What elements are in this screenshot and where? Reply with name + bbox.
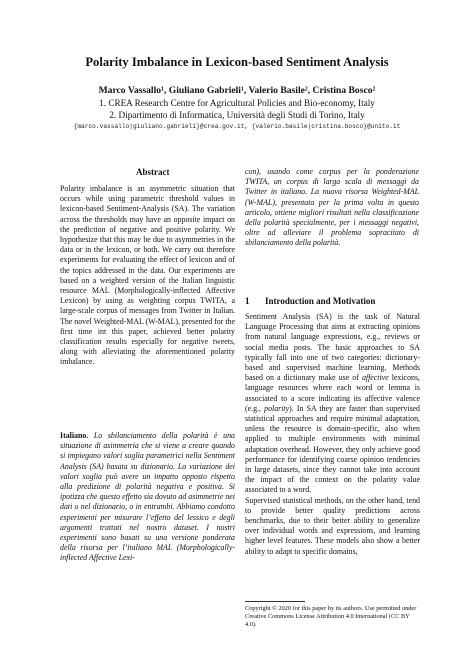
intro-paragraph-1 [245,312,420,496]
copyright-icon: © [272,605,277,612]
intro-p1-part-b: lexicons, language resources where each word or lemma is associated to a score indicating its affective valence (e.g., [245,373,420,413]
author-list: Marco Vassallo¹, Giuliano Gabrieli¹, Valerio Basile², Cristina Bosco² [98,85,376,96]
intro-p1-emphasis-polarity: polarity [264,403,290,413]
copyright-text: 2020 for this paper by its authors. Use permitted under Creative Commons License Attribution 4.0 International (CC BY 4.0). [245,605,417,628]
intro-text [245,312,420,557]
author-emails: {marco.vassallo|giuliano.gabrieli}@crea.gov.it, {valerio.basile|cristina.bosco}@unito.it [73,123,401,130]
italian-label: Italiano. [60,431,89,440]
affiliation-2: 2. Dipartimento di Informatica, Università degli Studi di Torino, Italy [109,110,365,120]
intro-p1-emphasis-affective: affective [361,373,389,383]
paper-title: Polarity Imbalance in Lexicon-based Sentiment Analysis [85,55,389,69]
italian-abstract-right: con), usando come corpus per la ponderazione TWITA, un corpus di larga scala di messaggi da Twitter in italiano. La nuova risorsa Weighted-MAL (W-MAL), presentata per la prima volta in questo articolo, ottiene migliori risultati nella classificazione della polarità specialmente, per i messaggi negativi, oltre ad alleviare il problema sopracitato di sbilanciamento della polarità. [245,167,419,248]
copyright-prefix: Copyright [245,605,271,612]
footnote-rule [245,601,305,602]
copyright-footnote [245,605,420,629]
abstract-text: Polarity imbalance is an asymmetric situation that occurs while using parametric threshold values in lexicon-based Sentiment-Analysis (SA). The variation across the thresholds may have an opposite impact on the prediction of negative and positive polarity. We hypothesize that this may be due to asymmetries in the data or in the lexicon, or both. We carry out therefore experiments for evaluating the effect of lexicon and of the topics addressed in the data. Our experiments are based on a weighted version of the Italian linguistic resource MAL (Morphologically-inflected Affective Lexicon) by using as weighting corpus TWITA, a large-scale corpus of messages from Twitter in Italian. The novel Weighted-MAL (W-MAL), presented for the first time int this paper, achieved better polarity classification results especially for negative tweets, along with alleviating the aforementioned polarity imbalance. [60,184,235,367]
abstract-heading: Abstract [136,167,170,177]
section-heading [245,296,375,306]
italian-text-left: Lo sbilanciamento della polarità è una situazione di asimmetria che si viene a creare quando si impiegano valori soglia parametrici nella Sentiment Analysis (SA) basata su dizionario. La variazione dei valori soglia può avere un impatto opposto rispetto alla predizione di polarità negativa e positiva. Si ipotizza che questo effetto sia dovuto ad asimmetrie nei dati o nel dizionario, o in entrambi. Abbiamo condotto esperimenti per misurare l’effetto del lessico e degli argomenti trattati nel nostro dataset. I nostri esperimenti sono basati su una versione ponderata della risorsa per l’italiano MAL (Morphologically-inflected Affective Lexi- [60,431,235,563]
section-number: 1 [245,296,250,306]
italian-abstract-left [60,431,235,564]
intro-p1-part-c: ). In SA they are faster than supervised statistical approaches and require minimal adaptation, unless the resource is domain-specific, also when applied to multiple environments with minimal adaptation overhead. However, they only achieve good performance for identifying coarse opinion tendencies in large datasets, since they cannot take into account the impact of the context on the polarity value associated to a word. [245,403,420,495]
intro-paragraph-2: Supervised statistical methods, on the other hand, tend to provide better quality predictions across benchmarks, due to their better ability to generalize over individual words and expressions, and learning higher level features. These models also show a better ability to adapt to specific domains, [245,495,420,556]
intro-p1-part-a: Sentiment Analysis (SA) is the task of Natural Language Processing that aims at extracting opinions from natural language expressions, e.g., reviews or social media posts. The basic approaches to SA typically fall into one of two categories: dictionary-based and supervised machine learning. Methods based on a dictionary make use of [245,312,420,383]
section-title: Introduction and Motivation [265,296,376,306]
affiliation-1: 1. CREA Research Centre for Agricultural Policies and Bio-economy, Italy [99,98,375,108]
